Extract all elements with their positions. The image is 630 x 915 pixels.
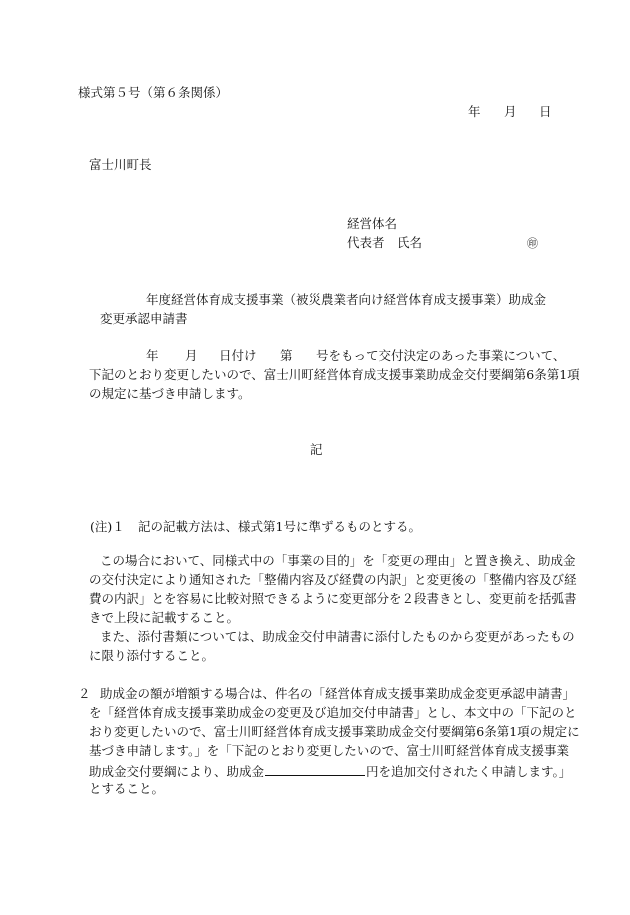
note1-p1-line2: の交付決定により通知された「整備内容及び経費の内訳」と変更後の「整備内容及び経	[89, 572, 577, 587]
note2-line6: とすること。	[89, 781, 165, 796]
representative-label: 代表者 氏名	[347, 235, 423, 250]
document-title-line1: 年度経営体育成支援事業（被災農業者向け経営体育成支援事業）助成金	[146, 292, 547, 307]
date-day: 日	[539, 104, 552, 119]
note1-p2-line1: また、添付書類については、助成金交付申請書に添付したものから変更があったもの	[100, 629, 575, 644]
note2-line5	[89, 764, 571, 779]
note1-p2-line2: に限り添付すること。	[89, 648, 215, 663]
seal-mark: ㊞	[527, 237, 538, 250]
note2-line5-pre: 助成金交付要綱により、助成金	[89, 764, 265, 779]
document-title-line2: 変更承認申請書	[100, 311, 188, 326]
intro-daytuke: 日付け	[219, 348, 257, 363]
intro-rest: 号をもって交付決定のあった事業について、	[316, 348, 566, 363]
intro-line2: 下記のとおり変更したいので、富士川町経営体育成支援事業助成金交付要綱第6条第1項	[89, 367, 580, 382]
intro-dai: 第	[280, 348, 293, 363]
note2-line5-post: 円を追加交付されたく申請します。」	[366, 764, 572, 779]
ki-heading: 記	[310, 442, 323, 457]
note1-p1-line4: きで上段に記載すること。	[89, 610, 240, 625]
note2-line2: を「経営体育成支援事業助成金の変更及び追加交付申請書」とし、本文中の「下記のと	[89, 705, 577, 720]
intro-month: 月	[185, 348, 198, 363]
note2-line3: おり変更したいので、富士川町経営体育成支援事業助成金交付要綱第6条第1項の規定に	[89, 724, 580, 739]
note2-line4: 基づき申請します。」を「下記のとおり変更したいので、富士川町経営体育成支援事業	[89, 743, 570, 758]
date-year: 年	[468, 104, 481, 119]
addressee: 富士川町長	[89, 157, 152, 172]
note1-p1-line3: 費の内訳」とを容易に比較対照できるように変更部分を２段書きとし、変更前を括弧書	[89, 591, 577, 606]
entity-name-label: 経営体名	[347, 216, 398, 231]
intro-year: 年	[146, 348, 159, 363]
amount-blank	[265, 764, 365, 776]
form-number: 様式第５号（第６条関係）	[78, 85, 229, 100]
note1-p1-line1: この場合において、同様式中の「事業の目的」を「変更の理由」と置き換え、助成金	[100, 553, 576, 568]
note2-label: ２	[78, 686, 91, 701]
intro-line3: の規定に基づき申請します。	[89, 386, 251, 401]
date-month: 月	[504, 104, 517, 119]
note2-line1: 助成金の額が増額する場合は、件名の「経営体育成支援事業助成金変更承認申請書」	[100, 686, 576, 701]
note1-text: 記の記載方法は、様式第1号に準ずるものとする。	[138, 519, 421, 534]
note1-label: (注)１	[90, 519, 125, 534]
